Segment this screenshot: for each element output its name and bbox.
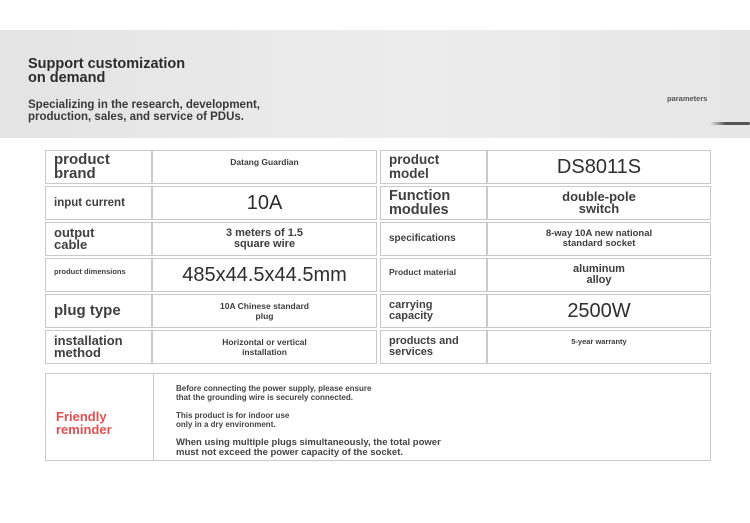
spec-label-cell [380,186,487,220]
spec-label: product brand [54,151,110,182]
spec-value: 5-year warranty [571,337,627,346]
spec-label: product model [389,152,440,181]
spec-value: 485x44.5x44.5mm [182,263,347,286]
top-strip [0,0,750,30]
spec-value: 8-way 10A new national standard socket [545,228,653,249]
spec-value: Horizontal or vertical installation [222,337,307,357]
decorative-line [710,122,750,125]
spec-label-cell [380,330,487,364]
spec-value-cell [487,294,711,328]
spec-label-cell [45,186,152,220]
spec-label: products and services [389,335,459,358]
spec-label-cell [45,150,152,184]
spec-row [45,330,711,366]
spec-row [45,294,711,330]
friendly-reminder-box [45,373,711,461]
reminder-label: Friendly reminder [56,409,112,437]
reminder-note: Before connecting the power supply, please ensure that the grounding wire is securely connected. [176,384,372,402]
spec-value-cell [152,150,377,184]
spec-value: aluminum alloy [573,263,625,286]
spec-value: 10A Chinese standard plug [220,301,309,321]
spec-label-cell [380,294,487,328]
spec-value-cell [487,330,711,364]
spec-row [45,150,711,186]
spec-value: double-pole switch [562,189,636,216]
spec-label: output cable [54,225,95,252]
spec-table [45,150,711,370]
spec-label: product dimensions [54,267,126,276]
spec-value-cell [152,294,377,328]
spec-label: Product material [389,267,457,277]
reminder-note: When using multiple plugs simultaneously, the total power must not exceed the power capacity of the socket. [176,437,441,458]
spec-value: 3 meters of 1.5 square wire [225,227,304,250]
header-banner [0,30,750,138]
spec-row [45,186,711,222]
spec-label: specifications [389,233,456,244]
spec-label: installation method [54,333,123,360]
spec-value-cell [152,258,377,292]
spec-label-cell [45,258,152,292]
spec-value-cell [487,150,711,184]
spec-label: plug type [54,302,121,319]
reminder-note: This product is for indoor use only in a dry environment. [176,411,290,429]
spec-value-cell [152,222,377,256]
spec-value-cell [487,222,711,256]
spec-label-cell [380,258,487,292]
spec-value: DS8011S [556,155,642,178]
parameters-label: parameters [667,94,708,103]
spec-row [45,222,711,258]
spec-value-cell [152,330,377,364]
banner-title: Support customization on demand [28,56,186,86]
spec-label-cell [380,222,487,256]
divider [153,374,154,460]
spec-label-cell [45,294,152,328]
spec-label-cell [380,150,487,184]
spec-label: Function modules [389,188,451,218]
spec-value-cell [152,186,377,220]
spec-label-cell [45,222,152,256]
spec-label-cell [45,330,152,364]
spec-label: carrying capacity [389,299,434,322]
banner-subtitle: Specializing in the research, development, production, sales, and service of PDUs. [28,99,260,123]
spec-value: 2500W [567,299,631,322]
spec-value: 10A [246,191,283,214]
spec-value: Datang Guardian [230,157,299,167]
spec-value-cell [487,258,711,292]
spec-label: input current [54,197,125,209]
spec-value-cell [487,186,711,220]
spec-row [45,258,711,294]
